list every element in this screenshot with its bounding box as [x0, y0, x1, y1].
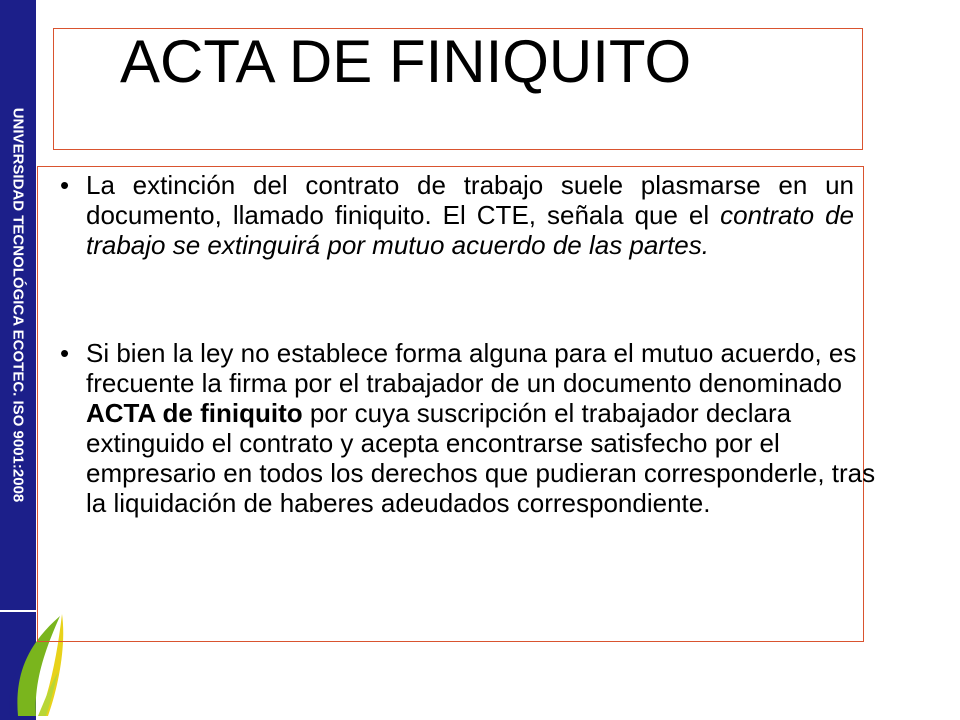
- bullet-paragraph-2: [86, 338, 876, 518]
- logo-light-leaf: [38, 672, 58, 716]
- university-label: UNIVERSIDAD TECNOLÓGICA ECOTEC. ISO 9001:2008: [9, 107, 27, 503]
- page-title: ACTA DE FINIQUITO: [120, 28, 692, 95]
- side-band: [0, 0, 36, 610]
- bullet-1-italic-text: contrato de trabajo se extinguirá por mutuo acuerdo de las partes.: [86, 200, 854, 260]
- bullet-marker-2: •: [60, 338, 70, 368]
- bullet-paragraph-1: [86, 170, 854, 260]
- bullet-2-text-end: por cuya suscripción el trabajador declara extinguido el contrato y acepta encontrarse satisfecho por el empresario en todos los derechos que pudieran corresponderle, tras la liquidación de haberes adeudados correspondiente.: [86, 398, 876, 518]
- bullet-2-text-start: Si bien la ley no establece forma alguna para el mutuo acuerdo, es frecuente la firma por el trabajador de un documento denominado: [86, 338, 857, 398]
- bullet-1-text: La extinción del contrato de trabajo suele plasmarse en un documento, llamado finiquito. El CTE, señala que el: [86, 170, 854, 230]
- bullet-2-bold-term: ACTA de finiquito: [86, 398, 303, 428]
- bullet-marker-1: •: [60, 170, 70, 200]
